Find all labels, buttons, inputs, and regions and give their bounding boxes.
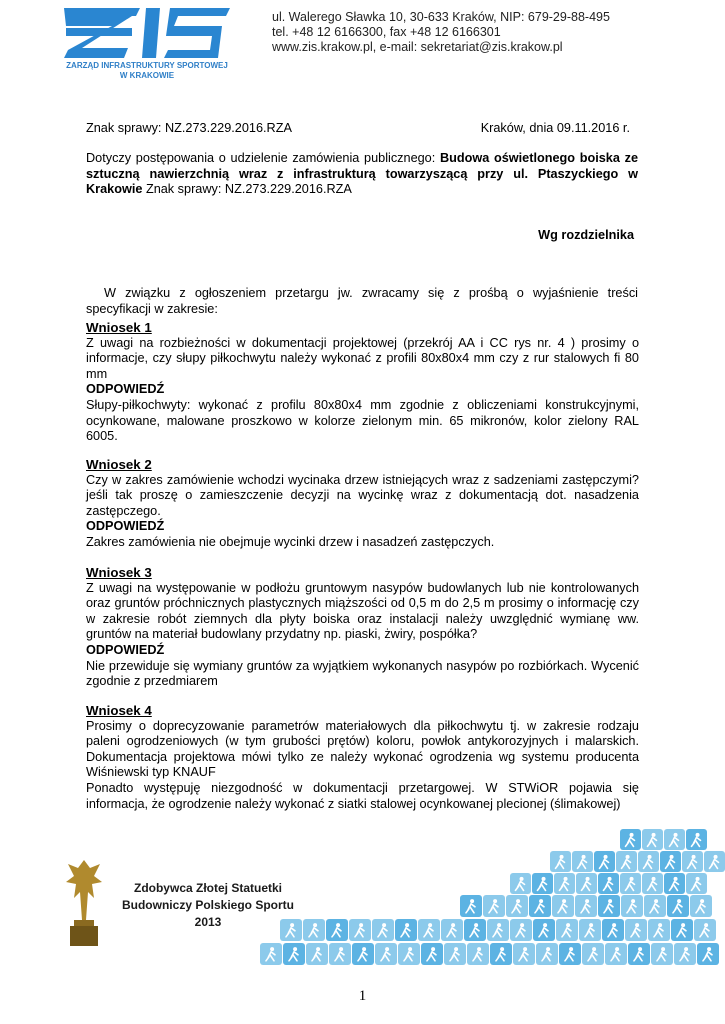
request-4-title: Wniosek 4 <box>86 703 152 718</box>
org-caption-line1: ZARZĄD INFRASTRUKTURY SPORTOWEJ <box>66 61 228 70</box>
request-4-continuation: Ponadto występuję niezgodność w dokumentacji przetargowej. W STWiOR pojawia się informacja, że ogrodzenie należy wykonać z siatki stalowej ocynkowanej plecionej (ślimakowej) <box>86 780 639 811</box>
request-1-answer: Słupy-piłkochwyty: wykonać z profilu 80x80x4 mm zgodnie z obliczeniami konstrukcyjnymi, ocynkowane, malowane proszkowo w kolorze zielonym min. 65 mikronów, kolor zielony RAL 6005. <box>86 397 639 444</box>
opening-text: W związku z ogłoszeniem przetargu jw. zwracamy się z prośbą o wyjaśnienie treści specyfikacji w zakresie: <box>86 286 638 316</box>
sport-pictogram-icon <box>594 851 615 872</box>
sport-pictogram-icon <box>506 895 528 917</box>
request-4-question: Prosimy o doprecyzowanie parametrów materiałowych dla piłkochwytu tj. w zakresie rodzaju paleni ogrodzeniowych (w tym grubości prętów) koloru, powłok antykorozyjnych i malarskich. Dokumentacja projektowa mówi tylko ze należy wykonać ogrodzenia wg systemu producenta Wiśniewski typ KNAUF <box>86 718 639 780</box>
sport-pictogram-icon <box>421 943 443 965</box>
sport-pictogram-icon <box>529 895 551 917</box>
sport-pictogram-icon <box>674 943 696 965</box>
sport-pictogram-icon <box>660 851 681 872</box>
sport-pictogram-icon <box>418 919 440 941</box>
sport-pictogram-icon <box>572 851 593 872</box>
sport-pictogram-icon <box>467 943 489 965</box>
sport-pictogram-icon <box>667 895 689 917</box>
sport-pictogram-icon <box>648 919 670 941</box>
sport-pictogram-icon <box>444 943 466 965</box>
sport-pictogram-icon <box>280 919 302 941</box>
case-reference: Znak sprawy: NZ.273.229.2016.RZA <box>86 121 292 135</box>
subject-prefix: Dotyczy postępowania o udzielenie zamówienia publicznego: <box>86 151 440 165</box>
sport-pictogram-icon <box>616 851 637 872</box>
sport-pictogram-icon <box>375 943 397 965</box>
sport-pictogram-icon <box>642 829 663 850</box>
trophy-icon <box>62 858 106 950</box>
sport-pictogram-icon <box>598 873 619 894</box>
zis-logo-mark <box>62 6 232 61</box>
sport-pictogram-icon <box>510 919 532 941</box>
sport-pictogram-icon <box>704 851 725 872</box>
sport-pictogram-icon <box>694 919 716 941</box>
sport-pictogram-icon <box>349 919 371 941</box>
request-3-answer-label: ODPOWIEDŹ <box>86 642 165 657</box>
request-3 <box>86 565 639 690</box>
sport-pictogram-icon <box>598 895 620 917</box>
sport-pictogram-icon <box>550 851 571 872</box>
sport-pictogram-icon <box>464 919 486 941</box>
sport-pictogram-icon <box>329 943 351 965</box>
request-3-answer: Nie przewiduje się wymiany gruntów za wyjątkiem wykonanych nasypów po rozbiórkach. Wycenić zgodnie z przedmiarem <box>86 658 639 689</box>
sport-pictogram-icon <box>605 943 627 965</box>
sport-pictogram-icon <box>579 919 601 941</box>
org-caption <box>58 61 236 81</box>
sport-pictogram-icon <box>260 943 282 965</box>
request-1-question: Z uwagi na rozbieżności w dokumentacji projektowej (przekrój AA i CC rys nr. 4 ) prosimy o informacje, czy słupy piłkochwytu należy wykonać z profili 80x80x4 mm czy z rur stalowych fi 80 mm <box>86 335 639 381</box>
sport-pictogram-icon <box>642 873 663 894</box>
request-3-question: Z uwagi na występowanie w podłożu gruntowym nasypów budowlanych lub nie kontrolowanych oraz gruntów próchnicznych plastycznych miąższości od 0,5 m do 2,5 m prosimy o informację czy w zakresie robót ziemnych dla płyty boiska oraz instalacji należy uwzględnić wymianę ww. gruntów na materiał budowlany przydatny np. piaski, żwiry, pospółka? <box>86 580 639 642</box>
zis-logo <box>58 6 236 82</box>
sport-pictogram-icon <box>441 919 463 941</box>
request-4 <box>86 703 639 812</box>
sport-pictogram-icon <box>483 895 505 917</box>
sport-pictogram-icon <box>582 943 604 965</box>
sport-pictogram-icon <box>487 919 509 941</box>
sport-pictogram-icon <box>651 943 673 965</box>
sport-pictogram-icon <box>682 851 703 872</box>
award-line2: Budowniczy Polskiego Sportu <box>121 898 294 912</box>
sport-pictogram-icon <box>303 919 325 941</box>
request-1-title: Wniosek 1 <box>86 320 152 335</box>
sport-pictogram-icon <box>625 919 647 941</box>
sport-pictogram-icon <box>620 829 641 850</box>
request-1-answer-label: ODPOWIEDŹ <box>86 382 165 397</box>
sport-pictogram-icon <box>398 943 420 965</box>
sport-pictogram-icon <box>510 873 531 894</box>
place-date: Kraków, dnia 09.11.2016 r. <box>480 121 630 135</box>
subject-suffix: Znak sprawy: NZ.273.229.2016.RZA <box>142 182 352 197</box>
sport-pictogram-icon <box>697 943 719 965</box>
sport-pictogram-icon <box>628 943 650 965</box>
subject-title: Budowa oświetlonego boiska ze sztuczną nawierzchnią wraz z infrastrukturą towarzyszącą przy ul. Ptaszyckiego w Krakowie <box>86 151 638 197</box>
sport-pictogram-tiles <box>260 815 725 965</box>
sport-pictogram-icon <box>638 851 659 872</box>
request-2 <box>86 457 639 551</box>
sport-pictogram-icon <box>490 943 512 965</box>
sport-pictogram-icon <box>621 895 643 917</box>
org-web-email: www.zis.krakow.pl, e-mail: sekretariat@zis.krakow.pl <box>272 40 563 54</box>
request-2-answer-label: ODPOWIEDŹ <box>86 519 165 534</box>
sport-pictogram-icon <box>352 943 374 965</box>
request-2-question: Czy w zakres zamówienie wchodzi wycinaka drzew istniejących wraz z sadzeniami zastępczymi? jeśli tak proszę o zamieszczenie decyzji na wycinkę wraz z dokumentacją dot. nasadzenia zastępczego. <box>86 472 639 518</box>
sport-pictogram-icon <box>536 943 558 965</box>
org-contact-block <box>272 10 610 55</box>
sport-pictogram-icon <box>664 873 685 894</box>
sport-pictogram-icon <box>644 895 666 917</box>
sport-pictogram-icon <box>686 873 707 894</box>
sport-pictogram-icon <box>306 943 328 965</box>
sport-pictogram-icon <box>664 829 685 850</box>
sport-pictogram-icon <box>326 919 348 941</box>
award-line3: 2013 <box>194 915 222 929</box>
request-1 <box>86 320 639 445</box>
request-3-title: Wniosek 3 <box>86 565 152 580</box>
sport-pictogram-icon <box>395 919 417 941</box>
request-2-answer: Zakres zamówienia nie obejmuje wycinki drzew i nasadzeń zastępczych. <box>86 534 495 549</box>
sport-pictogram-icon <box>620 873 641 894</box>
sport-pictogram-icon <box>460 895 482 917</box>
sport-pictogram-icon <box>283 943 305 965</box>
distribution-note: Wg rozdzielnika <box>538 228 634 242</box>
subject-paragraph <box>86 151 638 198</box>
sport-pictogram-icon <box>372 919 394 941</box>
sport-pictogram-icon <box>559 943 581 965</box>
sport-pictogram-icon <box>671 919 693 941</box>
award-line1: Zdobywca Złotej Statuetki <box>133 881 283 895</box>
org-caption-line2: W KRAKOWIE <box>119 71 175 80</box>
sport-pictogram-icon <box>554 873 575 894</box>
sport-pictogram-icon <box>532 873 553 894</box>
reference-row <box>86 121 638 135</box>
request-2-title: Wniosek 2 <box>86 457 152 472</box>
org-address: ul. Walerego Sławka 10, 30-633 Kraków, NIP: 679-29-88-495 <box>272 10 610 24</box>
opening-paragraph <box>86 286 638 317</box>
sport-pictogram-icon <box>690 895 712 917</box>
sport-pictogram-icon <box>686 829 707 850</box>
sport-pictogram-icon <box>513 943 535 965</box>
page-number: 1 <box>358 988 367 1004</box>
sport-pictogram-icon <box>533 919 555 941</box>
sport-pictogram-icon <box>576 873 597 894</box>
org-phone: tel. +48 12 6166300, fax +48 12 6166301 <box>272 25 501 39</box>
sport-pictogram-icon <box>552 895 574 917</box>
sport-pictogram-icon <box>602 919 624 941</box>
sport-pictogram-icon <box>556 919 578 941</box>
sport-pictogram-icon <box>575 895 597 917</box>
